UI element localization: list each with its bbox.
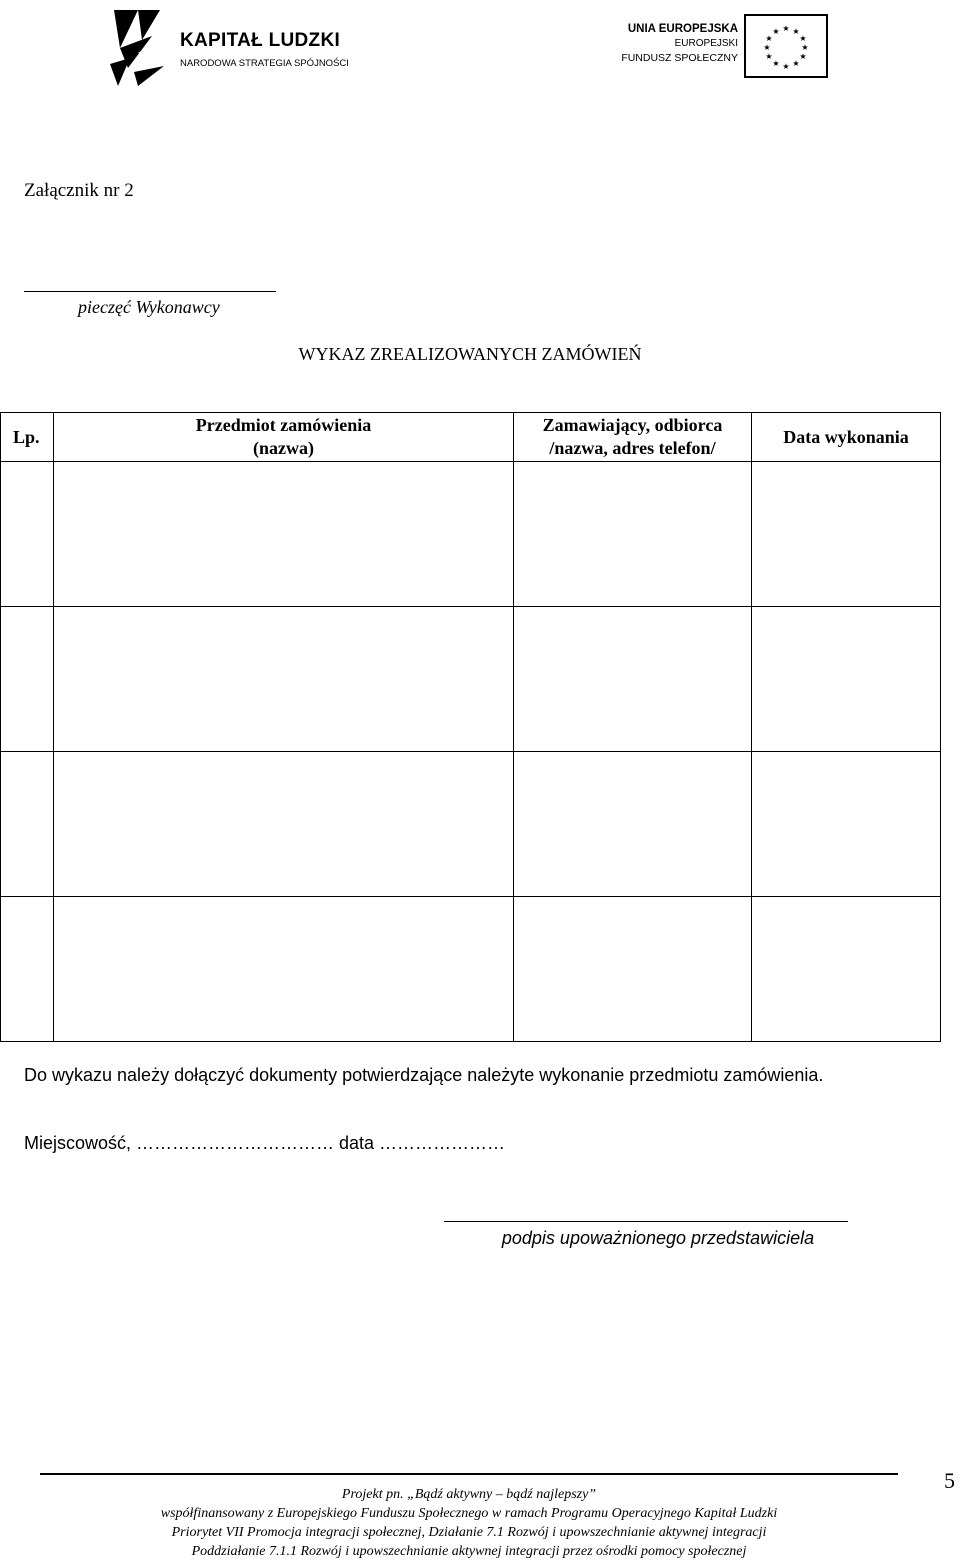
place-date-field: Miejscowość, …………………………… data ………………… xyxy=(24,1133,506,1153)
table-row xyxy=(1,897,941,1042)
table-cell-date[interactable] xyxy=(752,607,941,752)
table-cell-subject[interactable] xyxy=(54,752,514,897)
svg-text:★: ★ xyxy=(772,59,780,68)
annex-label: Załącznik nr 2 xyxy=(24,180,134,201)
footer-cofinancing: współfinansowany z Europejskiego Funduszu Społecznego w ramach Programu Operacyjnego Kapitał Ludzki xyxy=(160,1506,778,1521)
table-cell-lp[interactable] xyxy=(1,607,54,752)
table-row xyxy=(1,607,941,752)
svg-text:★: ★ xyxy=(782,62,790,71)
footer xyxy=(40,1485,898,1561)
table-row xyxy=(1,752,941,897)
table-cell-subject[interactable] xyxy=(54,462,514,607)
column-header-client xyxy=(514,413,752,462)
table-cell-date[interactable] xyxy=(752,462,941,607)
footer-project-name: Projekt pn. „Bądź aktywny – bądź najlepszy” xyxy=(341,1487,597,1502)
signature-line xyxy=(444,1221,848,1222)
column-header-client-line1: Zamawiający, odbiorca xyxy=(542,415,723,435)
column-header-lp xyxy=(1,413,54,462)
footer-priority: Priorytet VII Promocja integracji społecznej, Działanie 7.1 Rozwój i upowszechnianie aktywnej integracji xyxy=(171,1525,767,1540)
svg-text:★: ★ xyxy=(801,43,809,52)
eu-logo xyxy=(612,12,828,80)
column-header-subject xyxy=(54,413,514,462)
footer-subaction: Poddziałanie 7.1.1 Rozwój i upowszechnianie aktywnej integracji przez ośrodki pomocy społecznej xyxy=(191,1544,747,1559)
kapital-ludzki-emblem-icon xyxy=(108,6,166,88)
svg-text:★: ★ xyxy=(782,24,790,33)
column-header-client-line2: /nazwa, adres telefon/ xyxy=(549,438,716,458)
document-title: WYKAZ ZREALIZOWANYCH ZAMÓWIEŃ xyxy=(298,344,642,364)
stamp-label: pieczęć Wykonawcy xyxy=(78,297,220,317)
kapital-ludzki-subtitle: NARODOWA STRATEGIA SPÓJNOŚCI xyxy=(180,58,349,69)
svg-text:★: ★ xyxy=(772,27,780,36)
page-number: 5 xyxy=(944,1468,955,1493)
eu-logo-line2: EUROPEJSKI xyxy=(674,38,738,49)
signature-label: podpis upoważnionego przedstawiciela xyxy=(501,1228,815,1248)
table-cell-lp[interactable] xyxy=(1,752,54,897)
table-cell-client[interactable] xyxy=(514,752,752,897)
eu-logo-line1: UNIA EUROPEJSKA xyxy=(627,23,738,35)
svg-text:★: ★ xyxy=(792,59,800,68)
footer-divider xyxy=(40,1473,898,1475)
table-cell-lp[interactable] xyxy=(1,462,54,607)
svg-text:★: ★ xyxy=(792,27,800,36)
table-header-row xyxy=(1,413,941,462)
column-header-date xyxy=(752,413,941,462)
table-cell-subject[interactable] xyxy=(54,607,514,752)
eu-flag-icon xyxy=(744,14,828,78)
column-header-subject-line1: Przedmiot zamówienia xyxy=(195,415,372,435)
svg-text:★: ★ xyxy=(799,52,807,61)
svg-text:★: ★ xyxy=(765,34,773,43)
attachment-note: Do wykazu należy dołączyć dokumenty potwierdzające należyte wykonanie przedmiotu zamówienia. xyxy=(24,1065,824,1085)
orders-table xyxy=(0,412,941,1042)
table-cell-subject[interactable] xyxy=(54,897,514,1042)
table-row xyxy=(1,462,941,607)
table-cell-client[interactable] xyxy=(514,607,752,752)
svg-text:★: ★ xyxy=(765,52,773,61)
kapital-ludzki-logo xyxy=(106,4,364,90)
column-header-lp-label: Lp. xyxy=(13,426,40,447)
kapital-ludzki-title: KAPITAŁ LUDZKI xyxy=(180,30,341,51)
stamp-signature-line xyxy=(24,291,276,292)
table-cell-client[interactable] xyxy=(514,462,752,607)
table-cell-client[interactable] xyxy=(514,897,752,1042)
eu-logo-line3: FUNDUSZ SPOŁECZNY xyxy=(621,52,738,64)
svg-text:★: ★ xyxy=(799,34,807,43)
table-cell-lp[interactable] xyxy=(1,897,54,1042)
table-cell-date[interactable] xyxy=(752,897,941,1042)
column-header-subject-line2: (nazwa) xyxy=(253,438,314,458)
column-header-date-label: Data wykonania xyxy=(783,426,909,447)
table-cell-date[interactable] xyxy=(752,752,941,897)
svg-text:★: ★ xyxy=(763,43,771,52)
